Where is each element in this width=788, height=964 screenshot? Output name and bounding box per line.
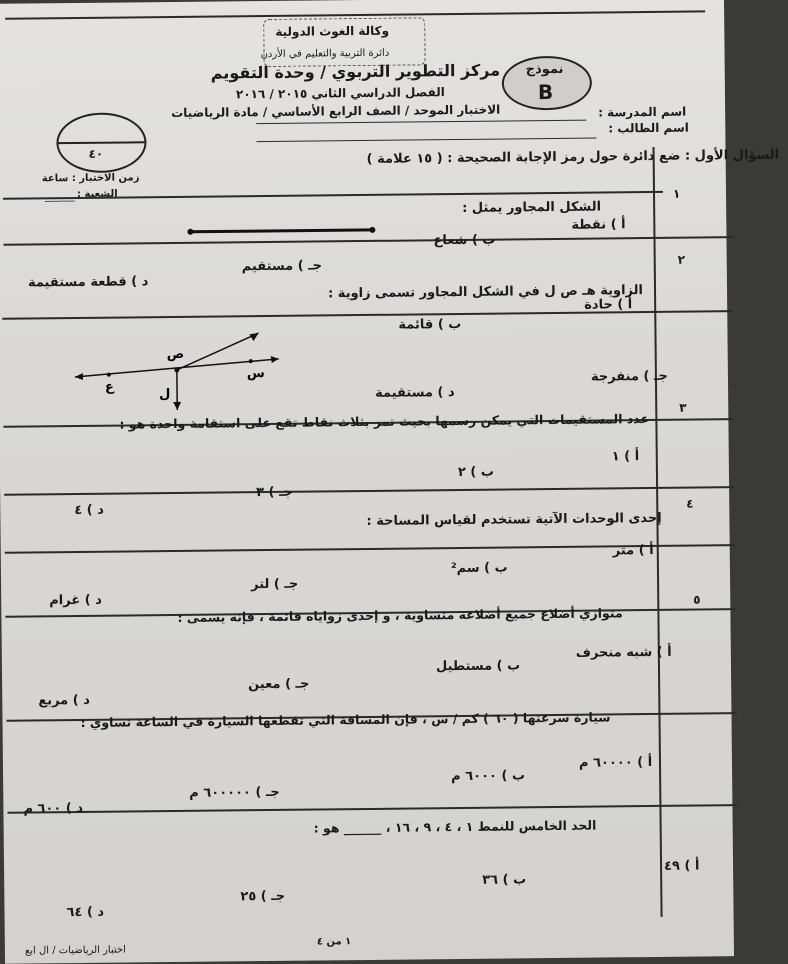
q1-option-b[interactable]: ب ) شعاع <box>433 233 495 249</box>
q2-fig-label-p3: ع <box>105 380 115 395</box>
q3-option-c[interactable]: جـ ) ٣ <box>256 485 293 500</box>
q4-option-d[interactable]: د ) غرام <box>49 593 102 609</box>
q5-text: متوازي أضلاع جميع أضلاعه متساوية ، و إحدى زواياه قائمة ، فإنه يسمى : <box>177 605 622 625</box>
q5-number: ٥ <box>693 592 700 606</box>
time-value: ٤٠ <box>88 147 103 161</box>
q2-option-c[interactable]: جـ ) منفرجة <box>591 369 668 385</box>
q3-option-a[interactable]: أ ) ١ <box>612 449 640 464</box>
q1-segment-figure <box>182 220 382 242</box>
q3-text: عدد المستقيمات التي يمكن رسمها بحيث تمر بثلاث نقاط تقع على استقامة واحدة هو : <box>119 411 649 432</box>
q6-option-b[interactable]: ب ) ٦٠٠٠ م <box>451 768 525 784</box>
q6-text: سيارة سرعتها ( ٦٠ ) كم / س ، فإن المسافة التي تقطعها السيارة في الساعة تساوي : <box>80 709 610 730</box>
section-label: الشعبة : <box>77 189 118 200</box>
q2-fig-label-p4: ل <box>159 387 170 402</box>
q4-number: ٤ <box>686 497 693 511</box>
q7-option-b[interactable]: ب ) ٣٦ <box>482 872 526 887</box>
q2-number: ٢ <box>678 253 685 267</box>
q2-fig-label-p1: ص <box>167 347 185 362</box>
model-label: نموذج <box>526 62 564 77</box>
q6-option-d[interactable]: د ) ٦٠٠ م <box>23 801 83 817</box>
q2-option-a[interactable]: أ ) حادة <box>584 297 632 313</box>
q4-text: إحدى الوحدات الآتية تستخدم لقياس المساحة : <box>366 511 661 529</box>
q5-option-d[interactable]: د ) مربع <box>38 693 90 709</box>
q1-text: الشكل المجاور يمثل : <box>462 200 601 216</box>
q7-option-d[interactable]: د ) ٦٤ <box>66 905 104 920</box>
q5-option-c[interactable]: جـ ) معين <box>248 677 309 693</box>
q6-option-c[interactable]: جـ ) ٦٠٠٠٠٠ م <box>189 785 280 801</box>
q3-number: ٣ <box>679 401 686 415</box>
q1-number: ١ <box>673 187 680 201</box>
footer-subject: اختبار الرياضيات / ال ابع <box>25 945 126 957</box>
center-name: مركز التطوير التربوي / وحدة التقويم <box>211 61 501 83</box>
q2-angle-figure <box>68 331 289 413</box>
q1-option-d[interactable]: د ) قطعة مستقيمة <box>28 274 149 290</box>
section-title: السؤال الأول : ضع دائرة حول رمز الإجابة الصحيحة : ( ١٥ علامة ) <box>367 148 780 167</box>
model-badge <box>502 56 593 111</box>
agency-name: وكالة الغوث الدولية <box>275 24 389 39</box>
q1-option-a[interactable]: أ ) نقطة <box>571 217 625 233</box>
q7-text: الحد الخامس للنمط ١ ، ٤ ، ٩ ، ١٦ ، ______ هو : <box>314 818 597 836</box>
student-label: اسم الطالب : <box>608 121 689 136</box>
q3-option-d[interactable]: د ) ٤ <box>74 503 104 518</box>
q5-option-a[interactable]: أ ) شبه منحرف <box>576 645 672 661</box>
time-label: زمن الاختبار : ساعة <box>42 172 140 184</box>
q4-option-a[interactable]: أ ) متر <box>613 543 654 558</box>
q1-option-c[interactable]: جـ ) مستقيم <box>242 258 322 274</box>
model-letter: B <box>538 80 554 104</box>
q2-text: الزاوية هـ ص ل في الشكل المجاور تسمى زاوية : <box>328 283 643 301</box>
q5-option-b[interactable]: ب ) مستطيل <box>436 658 520 674</box>
q4-option-c[interactable]: جـ ) لتر <box>251 577 298 592</box>
q3-option-b[interactable]: ب ) ٢ <box>458 465 494 480</box>
q6-option-a[interactable]: أ ) ٦٠٠٠٠ م <box>579 755 652 771</box>
semester-text: الفصل الدراسي الثاني ٢٠١٥ / ٢٠١٦ <box>236 85 445 101</box>
time-circle <box>56 112 147 173</box>
q4-option-b[interactable]: ب ) سم² <box>451 561 508 577</box>
q7-option-c[interactable]: جـ ) ٢٥ <box>240 889 285 904</box>
department-name: دائرة التربية والتعليم في الأردن <box>260 48 389 60</box>
q2-option-b[interactable]: ب ) قائمة <box>398 317 461 333</box>
q7-option-a[interactable]: أ ) ٤٩ <box>664 859 699 874</box>
q2-option-d[interactable]: د ) مستقيمة <box>375 385 455 401</box>
page-number: ١ من ٤ <box>317 936 351 947</box>
school-label: اسم المدرسة : <box>598 105 686 120</box>
q2-fig-label-p2: س <box>247 366 265 381</box>
exam-title: الاختبار الموحد / الصف الرابع الأساسي / مادة الرياضيات <box>171 103 500 120</box>
